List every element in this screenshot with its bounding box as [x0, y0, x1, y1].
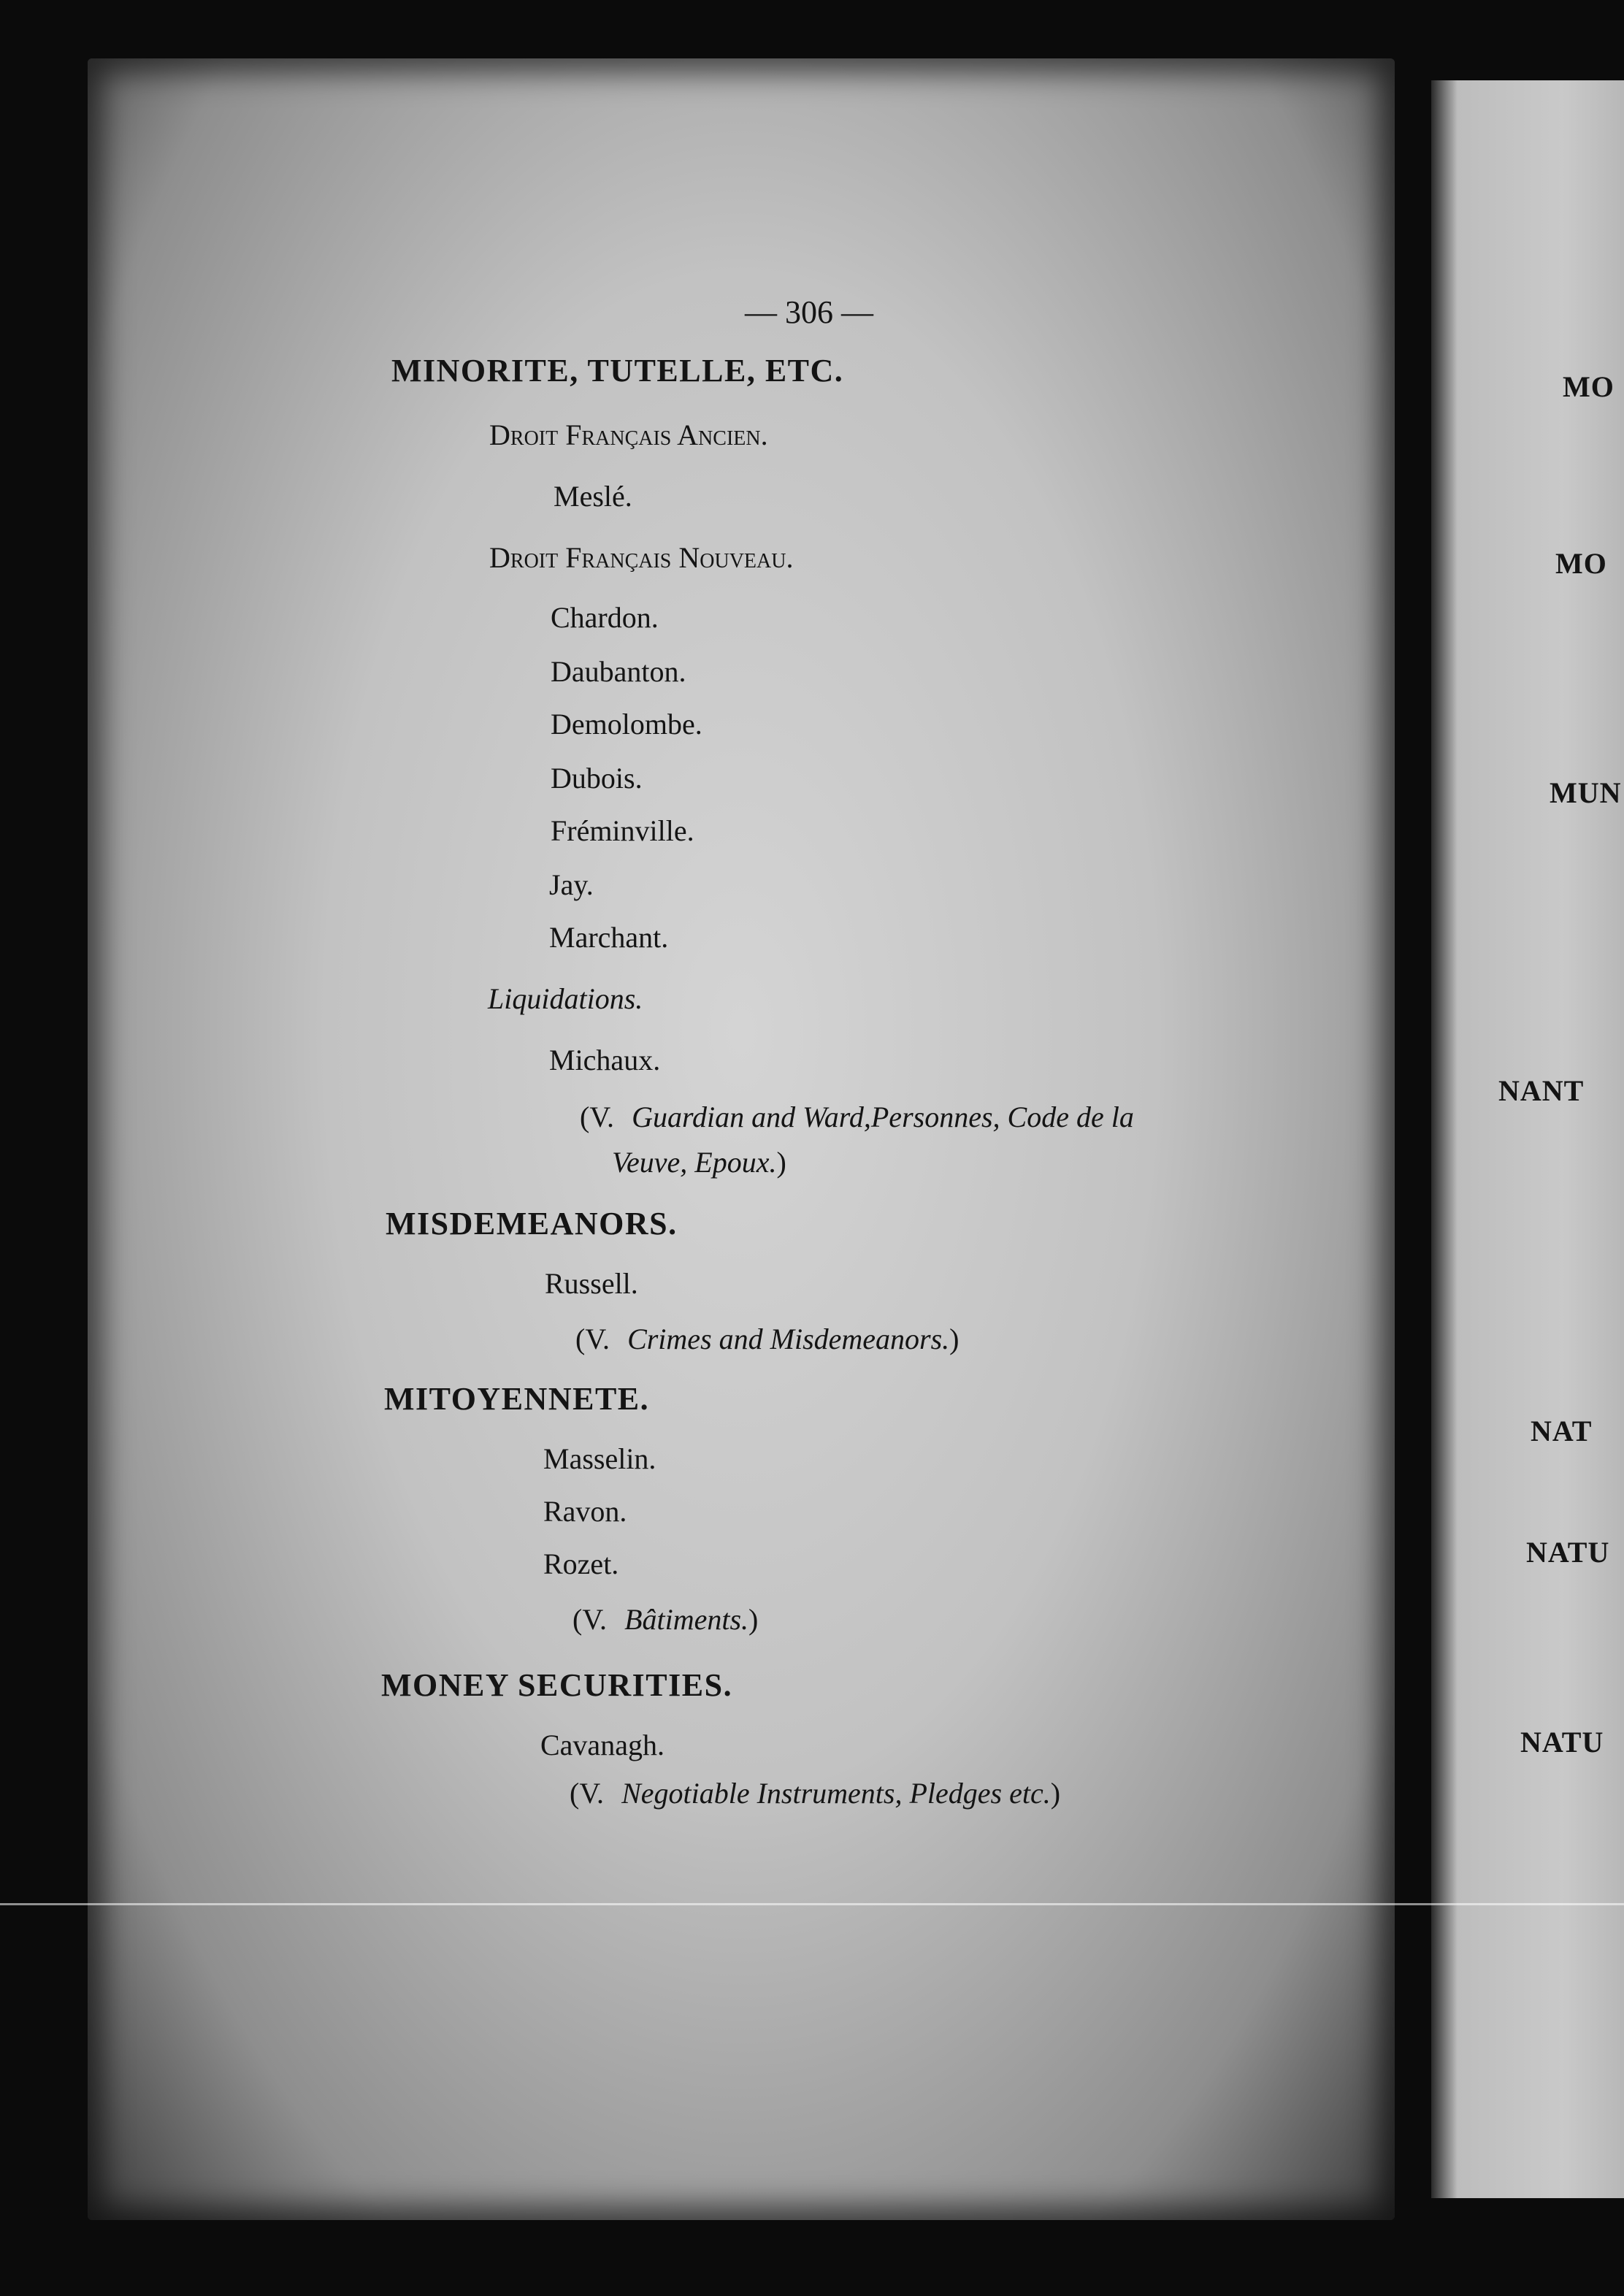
subheading-liquidations: Liquidations.	[488, 982, 643, 1015]
author-name: Daubanton.	[551, 655, 686, 688]
entry-heading-money-securities: MONEY SECURITIES.	[381, 1667, 733, 1703]
entry-heading-misdemeanors: MISDEMEANORS.	[386, 1206, 678, 1241]
entry-heading-minorite: MINORITE, TUTELLE, ETC.	[391, 353, 844, 389]
author-name: Rozet.	[543, 1547, 619, 1580]
cross-reference: (V. Negotiable Instruments, Pledges etc.)	[570, 1777, 1061, 1810]
author-name: Masselin.	[543, 1442, 656, 1475]
facing-heading: MO	[1555, 547, 1607, 580]
author-name: Demolombe.	[551, 708, 702, 741]
scan-line	[0, 1903, 1624, 1905]
cross-reference: (V. Crimes and Misdemeanors.)	[575, 1323, 960, 1355]
author-name: Marchant.	[549, 921, 669, 954]
facing-heading: MUN	[1550, 776, 1622, 809]
facing-heading: NAT	[1531, 1415, 1593, 1447]
subheading-droit-ancien: Droit Français Ancien.	[489, 418, 768, 451]
author-name: Meslé.	[554, 480, 632, 513]
entry-heading-mitoyennete: MITOYENNETE.	[384, 1381, 650, 1417]
author-name: Russell.	[545, 1267, 638, 1300]
facing-heading: MO	[1563, 370, 1615, 403]
facing-heading: NANT	[1498, 1074, 1585, 1107]
author-name: Michaux.	[549, 1044, 661, 1076]
cross-reference: (V. Guardian and Ward,Personnes, Code de la	[580, 1101, 1134, 1133]
author-name: Ravon.	[543, 1495, 627, 1528]
author-name: Dubois.	[551, 762, 643, 795]
author-name: Chardon.	[551, 601, 659, 634]
author-name: Jay.	[549, 868, 594, 901]
cross-reference: (V. Bâtiments.)	[572, 1603, 759, 1636]
facing-heading: NATU	[1520, 1726, 1604, 1759]
author-name: Fréminville.	[551, 814, 694, 847]
author-name: Cavanagh.	[540, 1729, 664, 1761]
page-number: — 306 —	[745, 294, 873, 330]
cross-reference-cont: Veuve, Epoux.)	[612, 1146, 786, 1179]
subheading-droit-nouveau: Droit Français Nouveau.	[489, 541, 794, 574]
facing-heading: NATU	[1526, 1536, 1610, 1569]
